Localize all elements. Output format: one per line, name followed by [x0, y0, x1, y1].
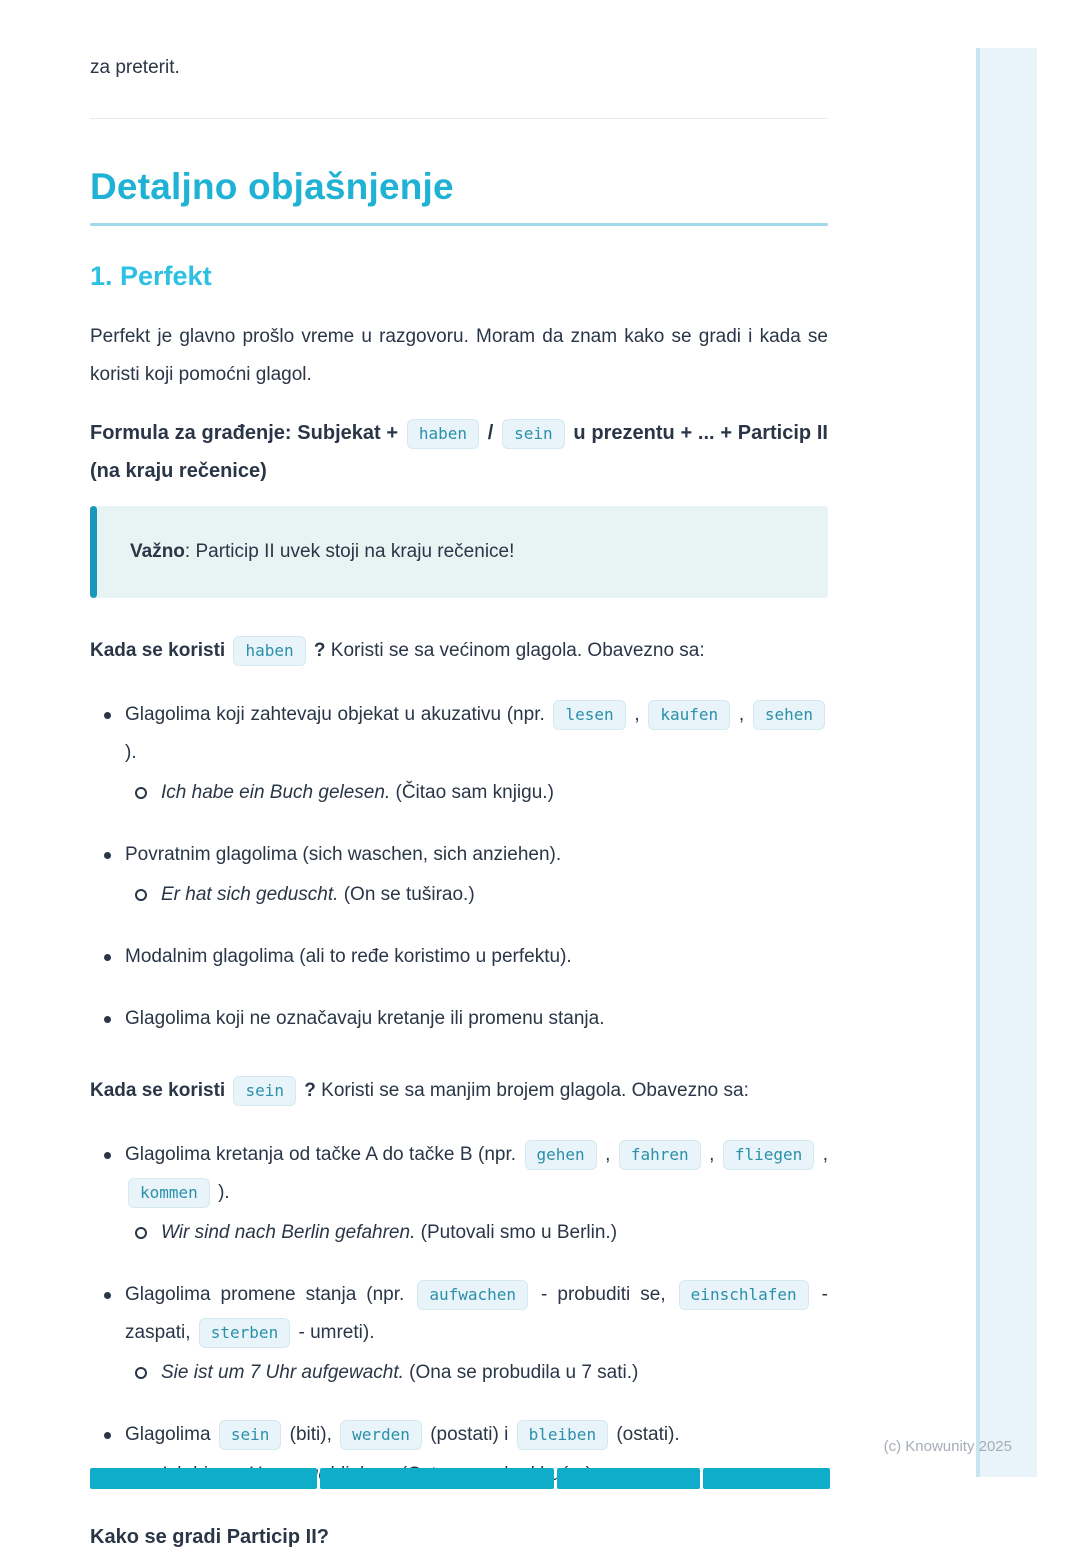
text-segment: Koristi se sa većinom glagola. Obavezno sa: [325, 640, 705, 661]
list-item-text [125, 1416, 828, 1454]
list-item-body [125, 1136, 828, 1252]
list-item-body [125, 836, 828, 914]
progress-bar-segment [703, 1468, 830, 1489]
text-segment: Glagolima kretanja od tačke A do tačke B (npr. [125, 1144, 522, 1165]
code-badge: sehen [753, 700, 825, 730]
text-segment: (Putovali smo u Berlin.) [415, 1222, 618, 1243]
document-content [90, 0, 828, 1556]
bullet-dot-icon [104, 1016, 111, 1023]
bullet-circle-icon [135, 1367, 147, 1379]
text-segment: , [817, 1144, 828, 1165]
list-item-body [125, 696, 828, 812]
code-badge: kommen [128, 1178, 210, 1208]
list-item [104, 836, 828, 914]
list-item-text [125, 836, 828, 874]
list-item [104, 1136, 828, 1252]
code-badge: gehen [525, 1140, 597, 1170]
bullet-circle-icon [135, 1227, 147, 1239]
text-segment: , [703, 1144, 720, 1165]
text-segment: Glagolima koji ne označavaju kretanje ili promenu stanja. [125, 1008, 605, 1029]
callout-accent-bar [90, 506, 97, 598]
sein-usage-intro [90, 1072, 828, 1110]
text-segment: Glagolima promene stanja (npr. [125, 1284, 415, 1305]
callout-text [130, 533, 798, 571]
text-segment: Ich habe ein Buch gelesen. [161, 782, 391, 803]
list-item-body [125, 938, 828, 976]
text-segment: / [482, 422, 500, 444]
main-heading: Detaljno objašnjenje [90, 166, 454, 207]
haben-list [90, 696, 828, 1038]
text-segment: Glagolima [125, 1424, 216, 1445]
text-segment: Modalnim glagolima (ali to ređe koristimo u perfektu). [125, 946, 572, 967]
text-segment: - umreti). [293, 1322, 375, 1343]
bullet-dot-icon [104, 1432, 111, 1439]
bullet-dot-icon [104, 1292, 111, 1299]
list-item [104, 1000, 828, 1038]
list-item [104, 938, 828, 976]
list-item-text [125, 1136, 828, 1212]
progress-bar [90, 1468, 830, 1489]
progress-bar-segment [320, 1468, 554, 1489]
progress-bar-segment [557, 1468, 700, 1489]
text-segment: ). [125, 742, 137, 763]
section-divider [90, 118, 828, 119]
text-segment: Formula za građenje: Subjekat + [90, 422, 404, 444]
bullet-circle-icon [135, 787, 147, 799]
bullet-dot-icon [104, 954, 111, 961]
text-segment: , [733, 704, 750, 725]
code-badge: sein [502, 419, 565, 449]
text-segment: Er hat sich geduscht. [161, 884, 339, 905]
heading-underline [90, 223, 828, 226]
text-segment: Kada se koristi [90, 1080, 231, 1101]
bullet-dot-icon [104, 712, 111, 719]
text-segment: Važno [130, 541, 185, 562]
list-item-body [125, 1000, 828, 1038]
text-segment: ). [212, 1182, 230, 1203]
bullet-dot-icon [104, 1152, 111, 1159]
example-row [125, 876, 828, 914]
text-segment: Koristi se sa manjim brojem glagola. Obavezno sa: [315, 1080, 749, 1101]
text-segment: (biti), [284, 1424, 338, 1445]
code-badge: werden [340, 1420, 422, 1450]
code-badge: aufwachen [417, 1280, 528, 1310]
text-segment: Wir sind nach Berlin gefahren. [161, 1222, 416, 1243]
list-item-text [125, 1000, 828, 1038]
code-badge: fliegen [723, 1140, 814, 1170]
example-row [125, 1354, 828, 1392]
bullet-dot-icon [104, 852, 111, 859]
text-segment: (Čitao sam knjigu.) [390, 782, 554, 803]
text-segment: ? [298, 1080, 316, 1101]
text-segment: , [599, 1144, 616, 1165]
example-row [125, 774, 828, 812]
section-heading: 1. Perfekt [90, 261, 212, 291]
text-segment: ? [308, 640, 326, 661]
code-badge: sein [219, 1420, 282, 1450]
code-badge: einschlafen [679, 1280, 809, 1310]
list-item-text [125, 938, 828, 976]
intro-paragraph: Perfekt je glavno prošlo vreme u razgovoru. Moram da znam kako se gradi i kada se koristi koji pomoćni glagol. [90, 326, 828, 385]
code-badge: bleiben [517, 1420, 608, 1450]
copyright-footer: (c) Knowunity 2025 [883, 1438, 1012, 1455]
example-row [125, 1214, 828, 1252]
text-segment: : Particip II uvek stoji na kraju rečenice! [184, 541, 515, 562]
list-item-text [125, 696, 828, 772]
example-text [161, 1354, 638, 1392]
sein-list [90, 1136, 828, 1494]
code-badge: fahren [619, 1140, 701, 1170]
text-segment: - probuditi se, [531, 1284, 676, 1305]
text-segment: u prezentu + ... + Particip II (na kraju rečenice) [90, 422, 828, 482]
bullet-circle-icon [135, 889, 147, 901]
example-text [161, 774, 554, 812]
code-badge: kaufen [648, 700, 730, 730]
list-item-text [125, 1276, 828, 1352]
text-segment: (ostati). [611, 1424, 680, 1445]
haben-usage-intro [90, 632, 828, 670]
example-text [161, 876, 475, 914]
example-text [161, 1214, 617, 1252]
particip-question-heading: Kako se gradi Particip II? [90, 1526, 329, 1548]
list-item [104, 696, 828, 812]
text-segment: (postati) i [424, 1424, 514, 1445]
code-badge: lesen [553, 700, 625, 730]
code-badge: haben [407, 419, 479, 449]
text-segment: , [628, 704, 646, 725]
list-item [104, 1276, 828, 1392]
side-strip [976, 48, 1037, 1477]
list-item-body [125, 1276, 828, 1392]
text-segment: Glagolima koji zahtevaju objekat u akuzativu (npr. [125, 704, 551, 725]
text-segment: (Ona se probudila u 7 sati.) [403, 1362, 639, 1383]
text-segment: Kada se koristi [90, 640, 231, 661]
code-badge: haben [233, 636, 305, 666]
callout-box [90, 506, 828, 598]
text-segment: (On se tuširao.) [338, 884, 475, 905]
formula-line [90, 414, 828, 490]
code-badge: sein [233, 1076, 296, 1106]
text-segment: Povratnim glagolima (sich waschen, sich anziehen). [125, 844, 562, 865]
top-text: za preterit. [90, 57, 180, 78]
text-segment: Sie ist um 7 Uhr aufgewacht. [161, 1362, 404, 1383]
text-segment: - zaspati, [125, 1284, 828, 1343]
progress-bar-segment [90, 1468, 317, 1489]
code-badge: sterben [199, 1318, 290, 1348]
